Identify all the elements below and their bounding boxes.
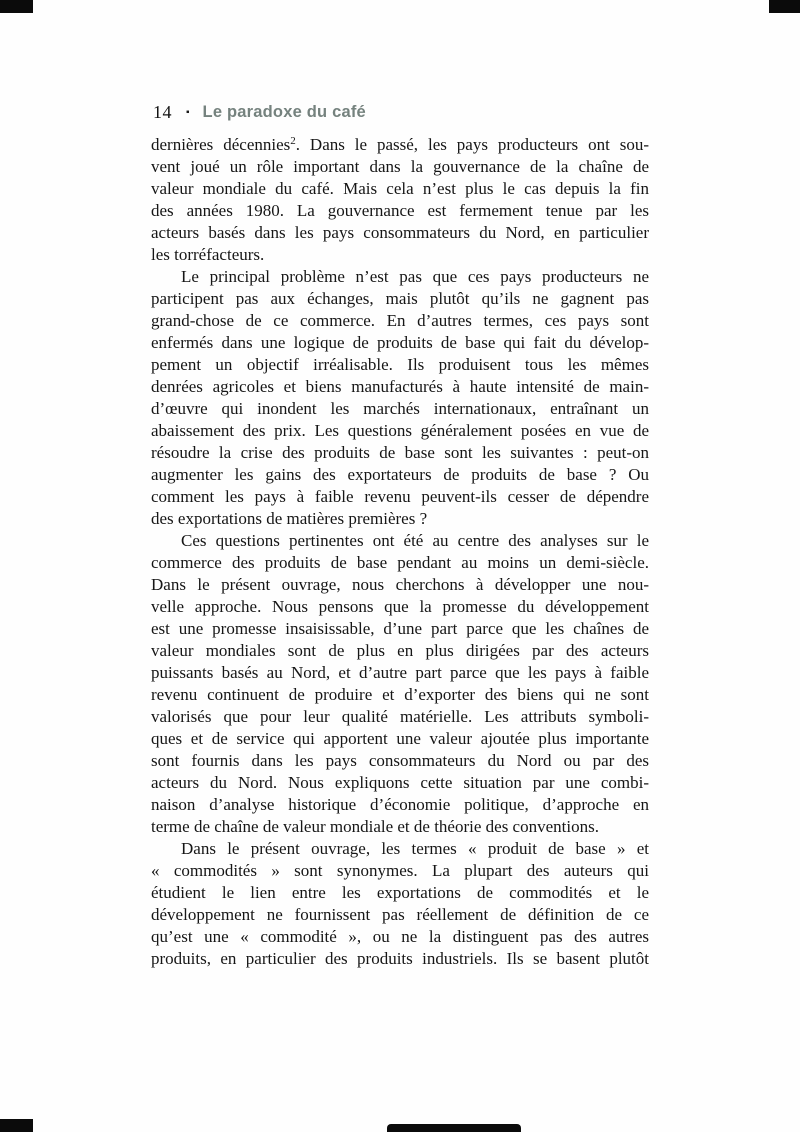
text-line: enfermés dans une logique de produits de base qui fait du dévelop- [151, 333, 649, 352]
text-line: Le principal problème n’est pas que ces pays producteurs ne [181, 267, 649, 286]
text-line: des années 1980. La gouvernance est fermement tenue par les [151, 201, 649, 220]
text-line: denrées agricoles et biens manufacturés à haute intensité de main- [151, 377, 649, 396]
text-line: résoudre la crise des produits de base sont les suivantes : peut-on [151, 443, 649, 462]
text-line: Dans le présent ouvrage, les termes « produit de base » et [181, 839, 649, 858]
text-line: développement ne fournissent pas réellement de définition de ce [151, 905, 649, 924]
text-line: ques et de service qui apportent une valeur ajoutée plus importante [151, 729, 649, 748]
text-line: des exportations de matières premières ? [151, 509, 428, 528]
text-line: sont fournis dans les pays consommateurs du Nord ou par des [151, 751, 649, 770]
text-line: « commodités » sont synonymes. La plupart des auteurs qui [151, 861, 649, 880]
text-line: acteurs basés dans les pays consommateurs du Nord, en particulier [151, 223, 649, 242]
text-body [151, 134, 649, 970]
text-line: naison d’analyse historique d’économie politique, d’approche en [151, 795, 649, 814]
text-line: valeur mondiale du café. Mais cela n’est plus le cas depuis la fin [151, 179, 649, 198]
text-line: valeur mondiales sont de plus en plus dirigées par des acteurs [151, 641, 649, 660]
text-line: augmenter les gains des exportateurs de produits de base ? Ou [151, 465, 649, 484]
text-line: pement un objectif irréalisable. Ils produisent tous les mêmes [151, 355, 649, 374]
text-line: acteurs du Nord. Nous expliquons cette situation par une combi- [151, 773, 649, 792]
running-head [153, 100, 651, 124]
text-line: d’œuvre qui inondent les marchés internationaux, entraînant un [151, 399, 649, 418]
text-line: vent joué un rôle important dans la gouvernance de la chaîne de [151, 157, 649, 176]
text-line: comment les pays à faible revenu peuvent-ils cesser de dépendre [151, 487, 649, 506]
text-line: commerce des produits de base pendant au moins un demi-siècle. [151, 553, 649, 572]
text-line: qu’est une « commodité », ou ne la distinguent pas des autres [151, 927, 649, 946]
text-segment: dernières décennies [151, 135, 291, 154]
text-segment: . Dans le passé, les pays producteurs ont sou- [295, 135, 649, 154]
scan-artifact-bottom-bar [387, 1124, 521, 1132]
text-line: les torréfacteurs. [151, 245, 265, 264]
scan-artifact-bottom-left [0, 1119, 33, 1132]
text-line: abaissement des prix. Les questions généralement posées en vue de [151, 421, 649, 440]
text-line: terme de chaîne de valeur mondiale et de théorie des conventions. [151, 817, 599, 836]
footnote-reference: 2 [290, 135, 296, 147]
text-line: est une promesse insaisissable, d’une part parce que les chaînes de [151, 619, 649, 638]
text-line: étudient le lien entre les exportations de commodités et le [151, 883, 649, 902]
text-line: velle approche. Nous pensons que la promesse du développement [151, 597, 649, 616]
text-line: puissants basés au Nord, et d’autre part parce que les pays à faible [151, 663, 649, 682]
text-line [151, 134, 649, 156]
page-number: 14 [153, 102, 172, 122]
text-line: Ces questions pertinentes ont été au centre des analyses sur le [181, 531, 649, 550]
text-line: produits, en particulier des produits industriels. Ils se basent plutôt [151, 949, 649, 968]
text-line: Dans le présent ouvrage, nous cherchons à développer une nou- [151, 575, 649, 594]
scan-artifact-top-right [769, 0, 800, 13]
scan-artifact-top-left [0, 0, 33, 13]
square-bullet-icon: ▪ [186, 107, 190, 118]
text-line: grand-chose de ce commerce. En d’autres termes, ces pays sont [151, 311, 649, 330]
book-title: Le paradoxe du café [202, 103, 366, 121]
text-line: participent pas aux échanges, mais plutôt qu’ils ne gagnent pas [151, 289, 649, 308]
text-line: revenu continuent de produire et d’exporter des biens qui ne sont [151, 685, 649, 704]
text-line: valorisés que pour leur qualité matérielle. Les attributs symboli- [151, 707, 649, 726]
